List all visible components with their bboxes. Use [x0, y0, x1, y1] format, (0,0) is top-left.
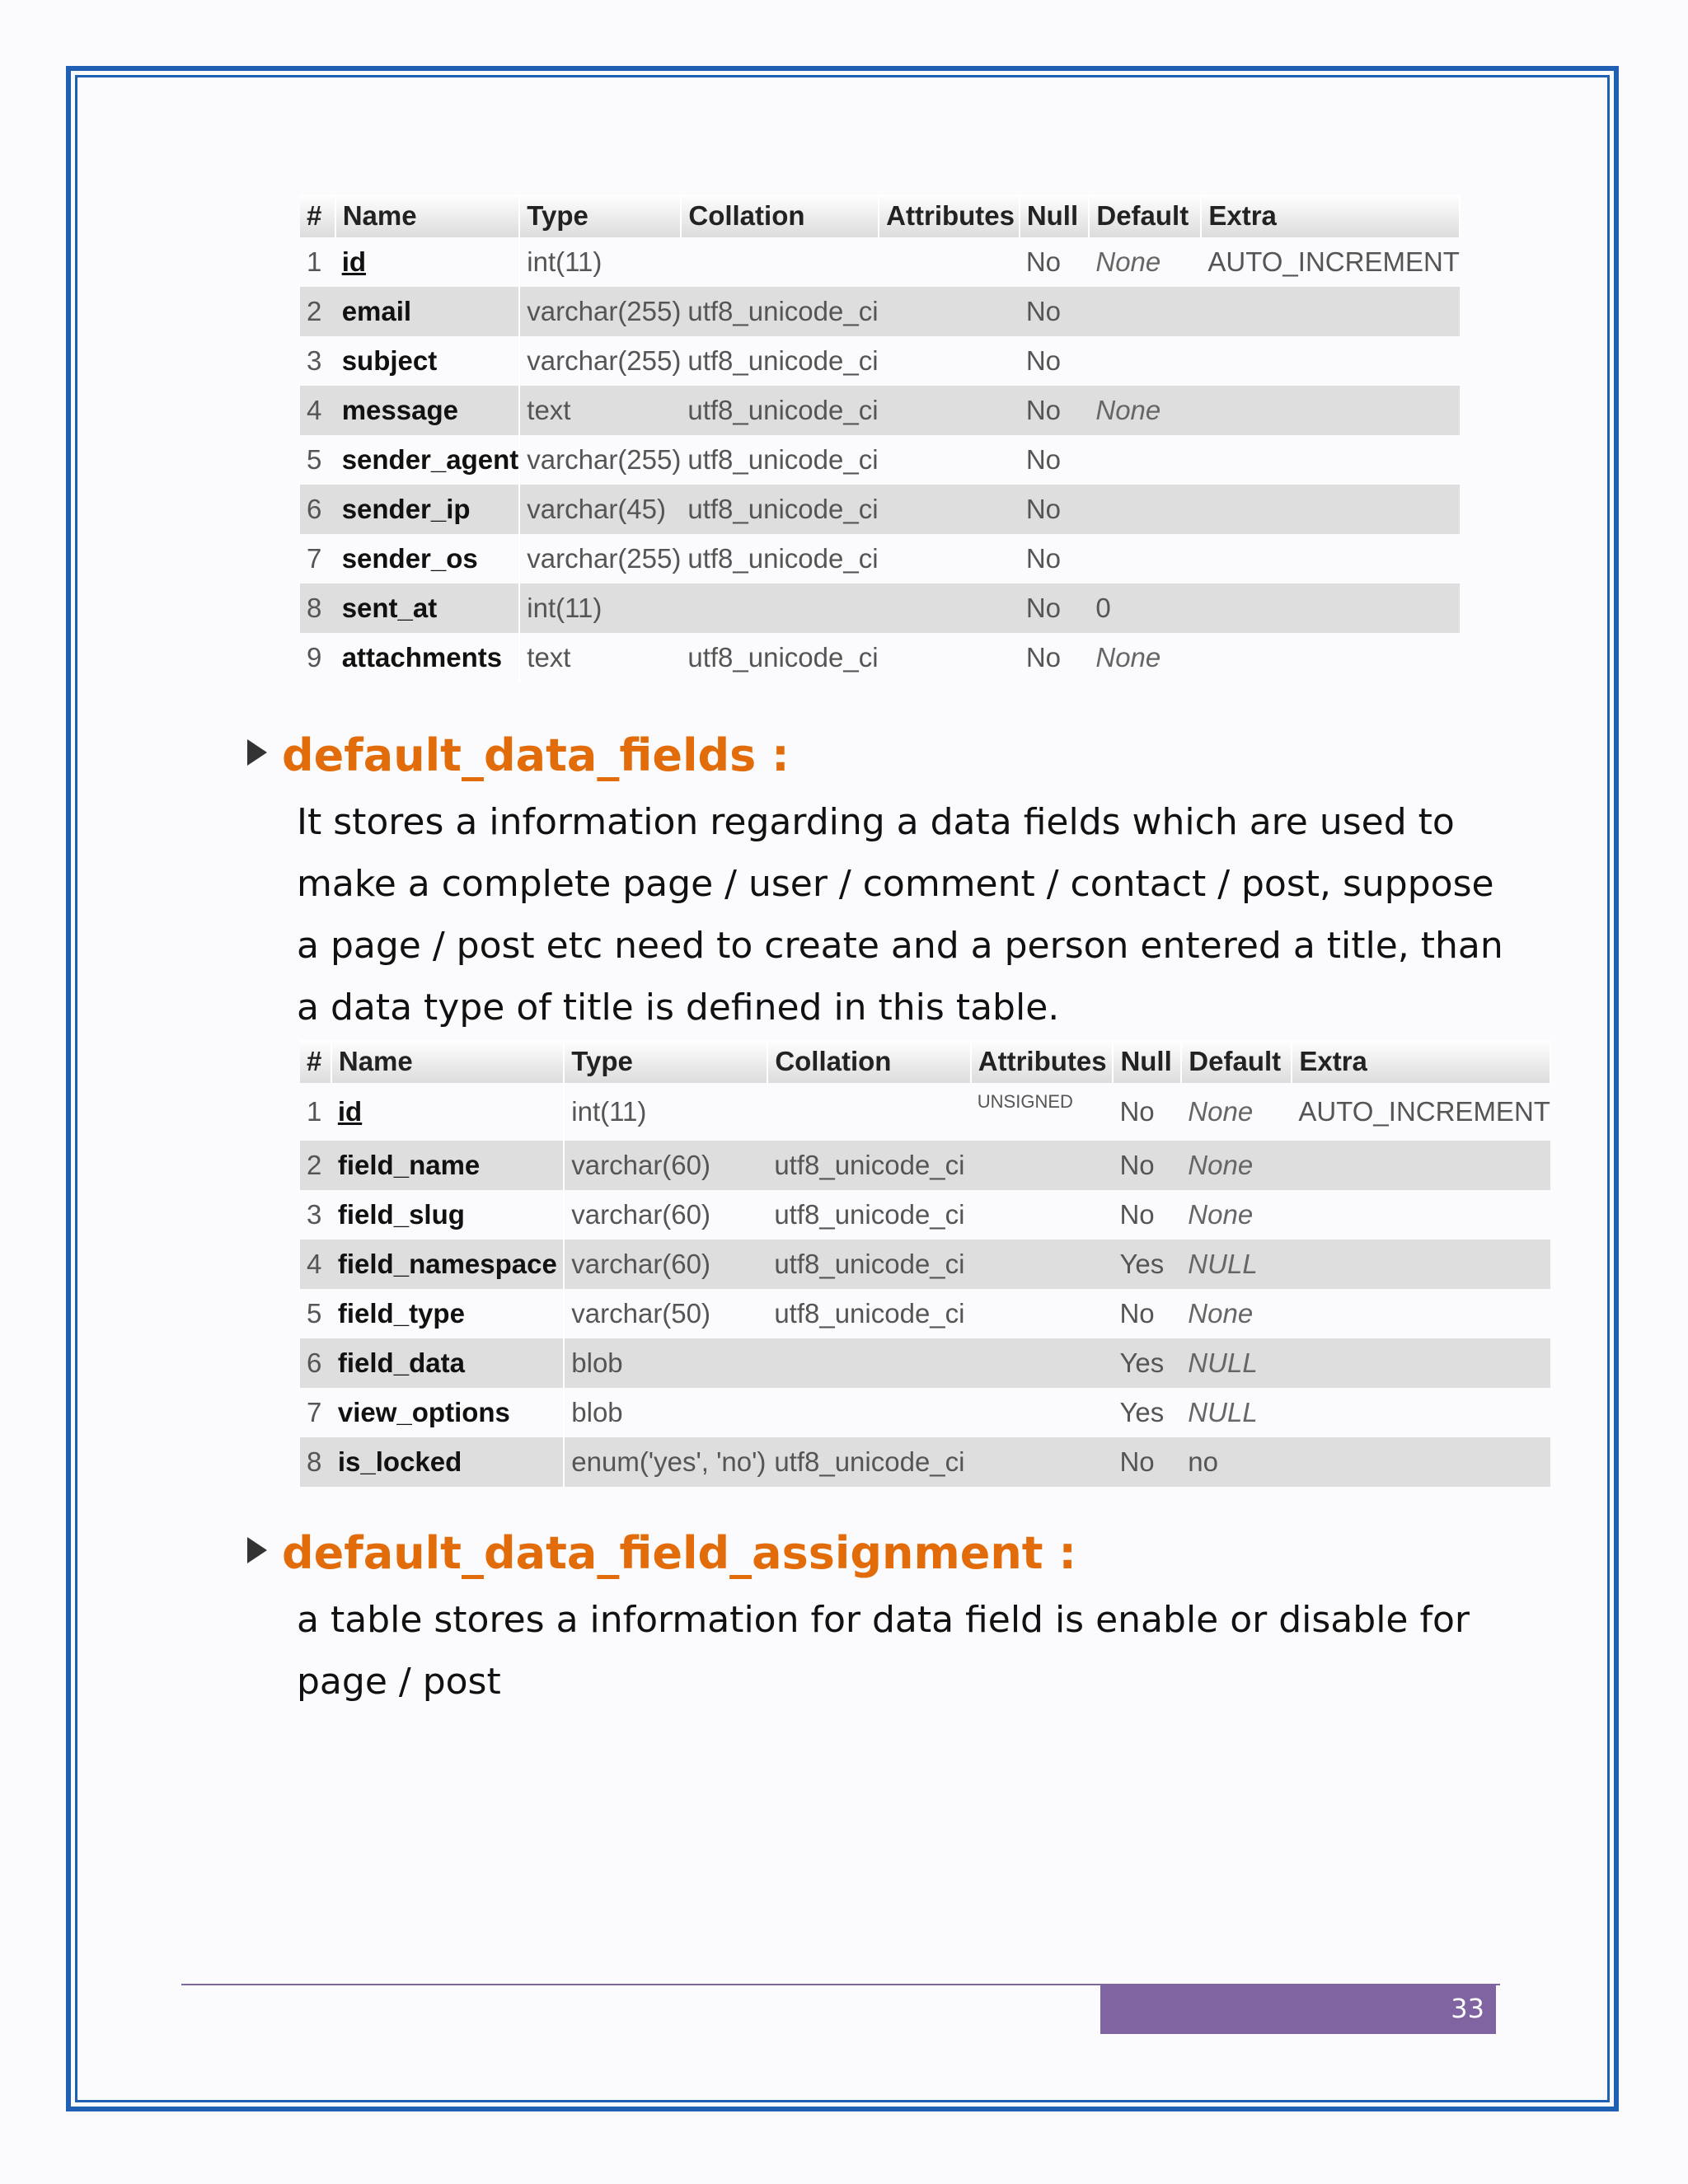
- cell-extra: [1201, 386, 1460, 435]
- cell-collation: utf8_unicode_ci: [687, 642, 879, 673]
- cell-extra: [1292, 1437, 1550, 1487]
- column-header-name: Name: [331, 1040, 564, 1083]
- cell-type: int(11): [519, 583, 681, 633]
- cell-collation: utf8_unicode_ci: [687, 543, 879, 574]
- cell-type: text: [519, 386, 681, 435]
- cell-name: field_data: [331, 1338, 564, 1388]
- cell-num: 3: [307, 1199, 322, 1230]
- cell-name: field_name: [331, 1141, 564, 1190]
- cell-collation: utf8_unicode_ci: [767, 1240, 970, 1289]
- cell-collation: [767, 1083, 970, 1141]
- cell-name: subject: [335, 336, 520, 386]
- cell-attributes: [879, 633, 1020, 682]
- cell-attributes: [879, 435, 1020, 485]
- cell-num: 3: [307, 345, 322, 376]
- cell-collation: utf8_unicode_ci: [681, 386, 879, 435]
- table-row: [300, 1190, 1550, 1240]
- table-row: [300, 1338, 1550, 1388]
- cell-type: blob: [564, 1338, 767, 1388]
- cell-type: varchar(255): [527, 543, 682, 574]
- table-row: [300, 386, 1460, 435]
- cell-collation: [767, 1388, 970, 1437]
- cell-default: None: [1089, 386, 1201, 435]
- cell-extra: [1292, 1289, 1550, 1338]
- section-paragraph: [297, 791, 1503, 1038]
- column-header-collation: Collation: [681, 194, 879, 237]
- cell-default: None: [1095, 642, 1161, 673]
- cell-name: field_type: [331, 1289, 564, 1338]
- cell-name: attachments: [335, 633, 520, 682]
- table-row: [300, 1240, 1550, 1289]
- cell-collation: utf8_unicode_ci: [681, 287, 879, 336]
- cell-type: blob: [571, 1397, 623, 1427]
- cell-attributes: [971, 1141, 1114, 1190]
- column-header-null: Null: [1113, 1040, 1181, 1083]
- paragraph-line: a table stores a information for data field is enable or disable for: [297, 1599, 1470, 1641]
- cell-default: None: [1188, 1298, 1254, 1329]
- column-header-type: Type: [564, 1040, 767, 1083]
- paragraph-line: a page / post etc need to create and a person entered a title, than: [297, 925, 1503, 967]
- cell-collation: utf8_unicode_ci: [767, 1141, 970, 1190]
- cell-attributes: [971, 1289, 1114, 1338]
- page-number: 33: [1451, 1993, 1484, 2024]
- cell-type: varchar(255): [527, 345, 682, 376]
- cell-null: No: [1020, 583, 1090, 633]
- cell-default: [1089, 435, 1201, 485]
- cell-type: int(11): [527, 246, 603, 277]
- cell-null: No: [1025, 444, 1061, 475]
- cell-collation: utf8_unicode_ci: [681, 485, 879, 534]
- cell-null: No: [1119, 1199, 1155, 1230]
- table-header-row: [300, 1040, 1550, 1083]
- column-header-attributes: Attributes: [971, 1040, 1114, 1083]
- paragraph-line: make a complete page / user / comment / contact / post, suppose: [297, 863, 1494, 905]
- cell-attributes: [879, 485, 1020, 534]
- cell-default: [1089, 336, 1201, 386]
- cell-num: 7: [307, 1397, 322, 1427]
- cell-num: 4: [300, 1240, 331, 1289]
- cell-type: varchar(60): [571, 1199, 710, 1230]
- cell-extra: [1201, 534, 1460, 583]
- section-heading-default-data-fields: [247, 729, 790, 781]
- cell-type: text: [527, 642, 571, 673]
- table-row: [300, 1388, 1550, 1437]
- cell-collation: utf8_unicode_ci: [774, 1199, 965, 1230]
- cell-num: 6: [300, 1338, 331, 1388]
- cell-extra: AUTO_INCREMENT: [1207, 246, 1460, 277]
- cell-extra: [1292, 1388, 1550, 1437]
- cell-name: message: [335, 386, 520, 435]
- section-heading-text: default_data_field_assignment :: [282, 1527, 1077, 1579]
- cell-null: Yes: [1119, 1397, 1165, 1427]
- cell-extra: [1201, 633, 1460, 682]
- cell-default: NULL: [1181, 1338, 1292, 1388]
- cell-default: NULL: [1181, 1240, 1292, 1289]
- cell-attributes: [879, 336, 1020, 386]
- cell-num: 5: [307, 1298, 322, 1329]
- cell-null: No: [1113, 1141, 1181, 1190]
- column-header-type: Type: [519, 194, 681, 237]
- cell-num: 6: [300, 485, 335, 534]
- cell-name: field_slug: [331, 1190, 564, 1240]
- cell-type: varchar(45): [519, 485, 681, 534]
- cell-null: No: [1020, 287, 1090, 336]
- cell-attributes: [879, 287, 1020, 336]
- cell-num: 4: [300, 386, 335, 435]
- cell-extra: [1201, 287, 1460, 336]
- table-row: [300, 534, 1460, 583]
- cell-null: No: [1025, 543, 1061, 574]
- cell-attributes: [971, 1190, 1114, 1240]
- section-heading-text: default_data_fields :: [282, 729, 790, 781]
- cell-collation: [681, 237, 879, 287]
- cell-name: sender_ip: [335, 485, 520, 534]
- cell-extra: AUTO_INCREMENT: [1298, 1096, 1550, 1127]
- table-row: [300, 435, 1460, 485]
- cell-name: id: [335, 237, 520, 287]
- cell-default: NULL: [1188, 1397, 1258, 1427]
- paragraph-line: page / post: [297, 1661, 501, 1703]
- arrow-bullet-icon: [247, 739, 267, 766]
- paragraph-line: It stores a information regarding a data fields which are used to: [297, 801, 1455, 843]
- column-header-name: Name: [335, 194, 520, 237]
- column-header-default: Default: [1089, 194, 1201, 237]
- cell-num: 8: [300, 1437, 331, 1487]
- table-row: [300, 336, 1460, 386]
- cell-type: varchar(255): [527, 444, 682, 475]
- cell-default: 0: [1089, 583, 1201, 633]
- cell-attributes: [971, 1240, 1114, 1289]
- column-header-extra: Extra: [1201, 194, 1460, 237]
- cell-extra: [1292, 1338, 1550, 1388]
- cell-null: No: [1119, 1096, 1155, 1127]
- cell-extra: [1292, 1141, 1550, 1190]
- column-header-null: Null: [1020, 194, 1090, 237]
- table-structure-1: [300, 194, 1461, 682]
- cell-name: sender_agent: [335, 435, 520, 485]
- column-header-collation: Collation: [767, 1040, 970, 1083]
- column-header-num: #: [300, 194, 335, 237]
- table-row: [300, 583, 1460, 633]
- table-header-row: [300, 194, 1460, 237]
- cell-null: No: [1025, 642, 1061, 673]
- section-paragraph: [297, 1589, 1470, 1713]
- cell-default: None: [1181, 1141, 1292, 1190]
- cell-attributes: [879, 237, 1020, 287]
- cell-type: varchar(255): [519, 287, 681, 336]
- cell-default: None: [1188, 1199, 1254, 1230]
- table-row: [300, 1083, 1550, 1141]
- section-heading-default-data-field-assignment: [247, 1527, 1076, 1579]
- cell-num: 9: [307, 642, 322, 673]
- cell-attributes: [879, 386, 1020, 435]
- cell-extra: [1201, 435, 1460, 485]
- cell-num: 2: [300, 1141, 331, 1190]
- cell-extra: [1292, 1240, 1550, 1289]
- column-header-attributes: Attributes: [879, 194, 1020, 237]
- cell-default: [1089, 534, 1201, 583]
- cell-null: Yes: [1113, 1338, 1181, 1388]
- paragraph-line: a data type of title is defined in this table.: [297, 987, 1060, 1029]
- cell-collation: [767, 1338, 970, 1388]
- cell-attributes: [879, 534, 1020, 583]
- cell-extra: [1201, 485, 1460, 534]
- cell-name: is_locked: [331, 1437, 564, 1487]
- arrow-bullet-icon: [247, 1537, 267, 1563]
- cell-name: id: [331, 1083, 564, 1141]
- cell-null: No: [1025, 345, 1061, 376]
- cell-default: [1089, 287, 1201, 336]
- table-row: [300, 485, 1460, 534]
- cell-default: None: [1188, 1096, 1254, 1127]
- cell-null: No: [1020, 386, 1090, 435]
- cell-extra: [1201, 583, 1460, 633]
- cell-num: 1: [307, 1096, 322, 1127]
- table-row: [300, 1437, 1550, 1487]
- cell-attributes: [971, 1388, 1114, 1437]
- cell-num: 1: [307, 246, 322, 277]
- cell-name: view_options: [331, 1388, 564, 1437]
- table-row: [300, 1141, 1550, 1190]
- cell-extra: [1292, 1190, 1550, 1240]
- cell-name: sent_at: [335, 583, 520, 633]
- cell-collation: utf8_unicode_ci: [774, 1298, 965, 1329]
- cell-name: email: [335, 287, 520, 336]
- cell-num: 5: [307, 444, 322, 475]
- cell-num: 7: [307, 543, 322, 574]
- cell-attributes: [879, 583, 1020, 633]
- table-structure-2: [300, 1040, 1551, 1487]
- cell-attributes: UNSIGNED: [977, 1091, 1073, 1112]
- column-header-default: Default: [1181, 1040, 1292, 1083]
- column-header-extra: Extra: [1292, 1040, 1550, 1083]
- cell-null: Yes: [1113, 1240, 1181, 1289]
- table-row: [300, 633, 1460, 682]
- cell-name: sender_os: [335, 534, 520, 583]
- cell-null: No: [1119, 1298, 1155, 1329]
- cell-type: enum('yes', 'no'): [564, 1437, 767, 1487]
- cell-attributes: [971, 1437, 1114, 1487]
- cell-type: varchar(60): [564, 1141, 767, 1190]
- cell-num: 8: [300, 583, 335, 633]
- cell-collation: utf8_unicode_ci: [687, 444, 879, 475]
- cell-type: varchar(50): [571, 1298, 710, 1329]
- cell-collation: utf8_unicode_ci: [687, 345, 879, 376]
- table-row: [300, 237, 1460, 287]
- cell-type: int(11): [571, 1096, 647, 1127]
- cell-extra: [1201, 336, 1460, 386]
- cell-default: None: [1095, 246, 1161, 277]
- cell-default: [1089, 485, 1201, 534]
- cell-type: varchar(60): [564, 1240, 767, 1289]
- cell-collation: [681, 583, 879, 633]
- cell-num: 2: [300, 287, 335, 336]
- cell-name: field_namespace: [331, 1240, 564, 1289]
- cell-null: No: [1025, 246, 1061, 277]
- table-row: [300, 287, 1460, 336]
- column-header-num: #: [300, 1040, 331, 1083]
- cell-null: No: [1113, 1437, 1181, 1487]
- cell-null: No: [1020, 485, 1090, 534]
- cell-attributes: [971, 1338, 1114, 1388]
- cell-default: no: [1181, 1437, 1292, 1487]
- cell-collation: utf8_unicode_ci: [767, 1437, 970, 1487]
- table-row: [300, 1289, 1550, 1338]
- footer-page-box: [1100, 1985, 1496, 2034]
